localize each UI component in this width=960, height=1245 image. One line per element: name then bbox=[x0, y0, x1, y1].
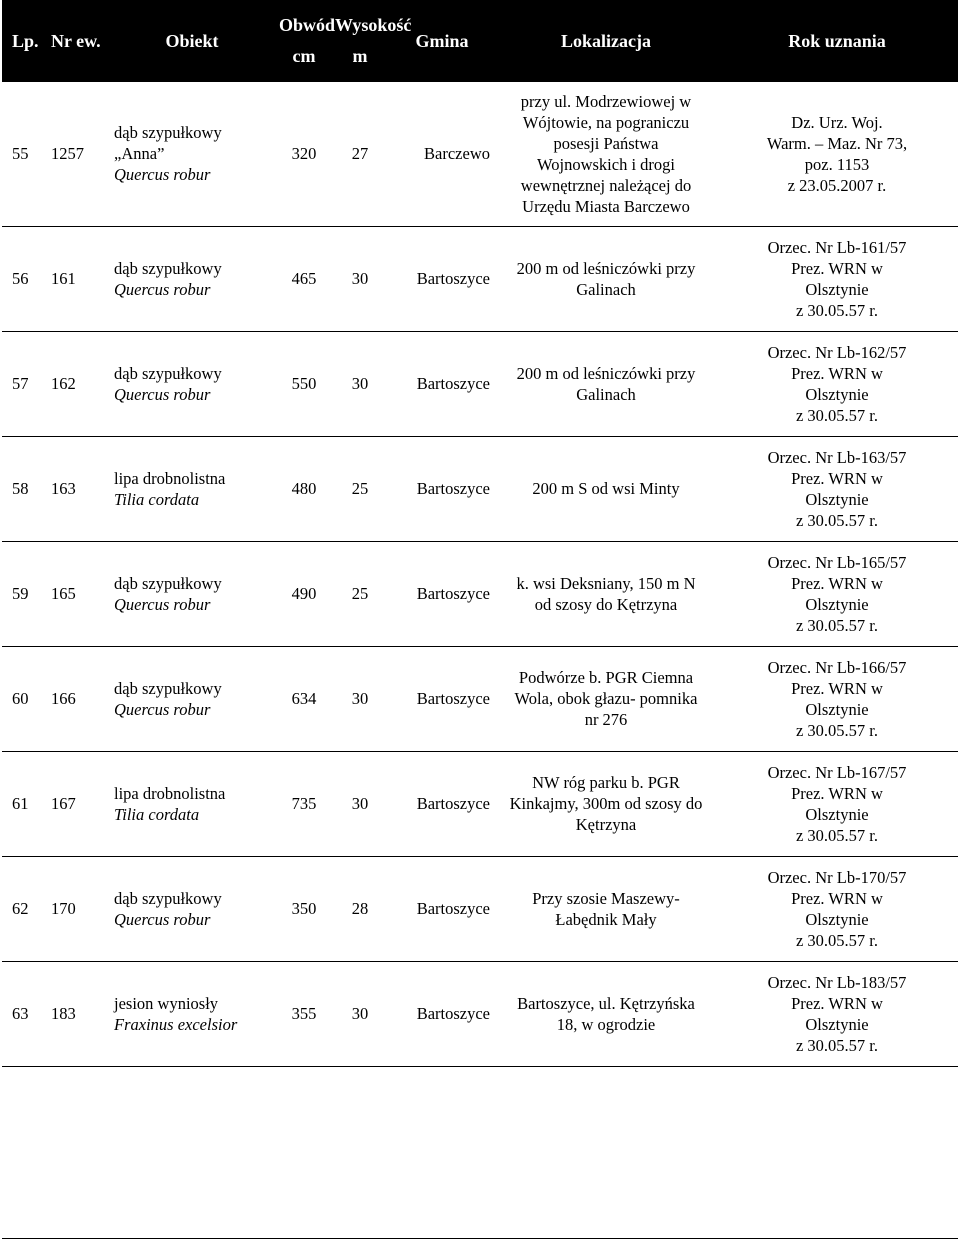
header-rok-uznania: Rok uznania bbox=[788, 30, 886, 51]
species-common-name: jesion wyniosły bbox=[114, 993, 219, 1013]
cell-nr-ew: 1257 bbox=[51, 144, 84, 164]
cell-nr-ew: 170 bbox=[51, 899, 76, 918]
table-row bbox=[2, 961, 958, 1066]
cell-nr-ew: 166 bbox=[51, 689, 76, 708]
header-nr-ew: Nr ew. bbox=[51, 30, 101, 51]
header-gmina: Gmina bbox=[415, 30, 469, 51]
species-common-name: dąb szypułkowy bbox=[114, 888, 222, 908]
cell-rok-uznania: Orzec. Nr Lb-163/57 Prez. WRN w Olsztynie z 30.05.57 r. bbox=[767, 447, 907, 530]
cell-obwod: 550 bbox=[291, 374, 317, 393]
cell-gmina: Bartoszyce bbox=[416, 479, 490, 498]
empty-cell bbox=[2, 1066, 958, 1238]
cell-lp: 55 bbox=[12, 144, 29, 164]
cell-wysokosc: 30 bbox=[351, 794, 369, 813]
cell-wysokosc: 25 bbox=[351, 479, 369, 498]
cell-rok-uznania: Orzec. Nr Lb-170/57 Prez. WRN w Olsztynie z 30.05.57 r. bbox=[767, 867, 907, 950]
cell-wysokosc: 30 bbox=[351, 689, 369, 708]
header-obiekt: Obiekt bbox=[165, 30, 219, 51]
cell-rok-uznania: Orzec. Nr Lb-165/57 Prez. WRN w Olsztynie z 30.05.57 r. bbox=[767, 552, 907, 635]
cell-lokalizacja: 200 m od leśniczówki przy Galinach bbox=[516, 363, 696, 404]
cell-lokalizacja: 200 m od leśniczówki przy Galinach bbox=[516, 258, 696, 299]
table-row bbox=[2, 226, 958, 331]
cell-nr-ew: 165 bbox=[51, 584, 76, 603]
cell-rok-uznania: Dz. Urz. Woj. Warm. – Maz. Nr 73, poz. 1153 z 23.05.2007 r. bbox=[766, 112, 908, 195]
species-common-name: dąb szypułkowy „Anna” bbox=[114, 123, 222, 164]
cell-gmina: Bartoszyce bbox=[416, 1004, 490, 1023]
table-row bbox=[2, 541, 958, 646]
cell-obiekt bbox=[108, 646, 276, 751]
table-row bbox=[2, 331, 958, 436]
cell-obiekt bbox=[108, 961, 276, 1066]
cell-gmina: Bartoszyce bbox=[416, 689, 490, 708]
cell-obwod: 634 bbox=[291, 689, 317, 708]
header-obwod-label: Obwód bbox=[279, 15, 336, 35]
cell-obiekt bbox=[108, 541, 276, 646]
species-latin-name: Quercus robur bbox=[114, 165, 211, 185]
cell-lokalizacja: k. wsi Deksniany, 150 m N od szosy do Kętrzyna bbox=[516, 573, 696, 614]
cell-wysokosc: 28 bbox=[351, 899, 369, 918]
header-wysokosc bbox=[332, 0, 412, 82]
species-common-name: dąb szypułkowy bbox=[114, 258, 222, 278]
cell-lokalizacja: Przy szosie Maszewy- Łabędnik Mały bbox=[532, 888, 680, 929]
species-latin-name: Quercus robur bbox=[114, 699, 211, 719]
cell-lp: 62 bbox=[12, 899, 29, 918]
empty-row bbox=[2, 1066, 958, 1238]
cell-lp: 56 bbox=[12, 269, 29, 288]
cell-obwod: 355 bbox=[291, 1004, 317, 1023]
table-row bbox=[2, 436, 958, 541]
cell-rok-uznania: Orzec. Nr Lb-162/57 Prez. WRN w Olsztynie z 30.05.57 r. bbox=[767, 342, 907, 425]
species-common-name: lipa drobnolistna bbox=[114, 783, 226, 803]
cell-wysokosc: 25 bbox=[351, 584, 369, 603]
species-latin-name: Tilia cordata bbox=[114, 804, 200, 824]
cell-obwod: 320 bbox=[291, 144, 317, 164]
cell-nr-ew: 183 bbox=[51, 1004, 76, 1023]
cell-obwod: 350 bbox=[291, 899, 317, 918]
cell-obiekt bbox=[108, 331, 276, 436]
cell-lp: 57 bbox=[12, 374, 29, 393]
cell-obiekt bbox=[108, 856, 276, 961]
cell-nr-ew: 167 bbox=[51, 794, 76, 813]
cell-rok-uznania: Orzec. Nr Lb-166/57 Prez. WRN w Olsztynie z 30.05.57 r. bbox=[767, 657, 907, 740]
cell-lokalizacja: przy ul. Modrzewiowej w Wójtowie, na pograniczu posesji Państwa Wojnowskich i drogi wewnętrznej należącej do Urzędu Miasta Barczewo bbox=[520, 91, 692, 216]
species-common-name: dąb szypułkowy bbox=[114, 573, 222, 593]
species-common-name: dąb szypułkowy bbox=[114, 678, 222, 698]
cell-gmina: Bartoszyce bbox=[416, 269, 490, 288]
table-row bbox=[2, 751, 958, 856]
cell-lokalizacja: Podwórze b. PGR Ciemna Wola, obok głazu- pomnika nr 276 bbox=[514, 668, 698, 729]
cell-lp: 61 bbox=[12, 794, 29, 813]
cell-obwod: 490 bbox=[291, 584, 317, 603]
header-lokalizacja: Lokalizacja bbox=[561, 30, 651, 51]
cell-lokalizacja: 200 m S od wsi Minty bbox=[532, 479, 680, 498]
species-latin-name: Fraxinus excelsior bbox=[114, 1014, 238, 1034]
cell-nr-ew: 161 bbox=[51, 269, 76, 288]
header-row bbox=[2, 0, 958, 82]
cell-rok-uznania: Orzec. Nr Lb-183/57 Prez. WRN w Olsztynie z 30.05.57 r. bbox=[767, 972, 907, 1055]
cell-wysokosc: 27 bbox=[351, 144, 369, 164]
cell-obiekt bbox=[108, 82, 276, 226]
cell-lp: 58 bbox=[12, 479, 29, 498]
species-common-name: dąb szypułkowy bbox=[114, 363, 222, 383]
header-obwod-unit: cm bbox=[292, 46, 316, 66]
cell-wysokosc: 30 bbox=[351, 374, 369, 393]
cell-nr-ew: 163 bbox=[51, 479, 76, 498]
table-row bbox=[2, 646, 958, 751]
cell-obwod: 480 bbox=[291, 479, 317, 498]
cell-lp: 60 bbox=[12, 689, 29, 708]
species-latin-name: Quercus robur bbox=[114, 594, 211, 614]
table-row bbox=[2, 856, 958, 961]
cell-lp: 59 bbox=[12, 584, 29, 603]
header-lp: Lp. bbox=[12, 30, 39, 51]
species-latin-name: Quercus robur bbox=[114, 279, 211, 299]
species-latin-name: Quercus robur bbox=[114, 909, 211, 929]
cell-gmina: Bartoszyce bbox=[416, 899, 490, 918]
cell-obwod: 735 bbox=[291, 794, 317, 813]
cell-wysokosc: 30 bbox=[351, 269, 369, 288]
cell-gmina: Bartoszyce bbox=[416, 584, 490, 603]
cell-rok-uznania: Orzec. Nr Lb-167/57 Prez. WRN w Olsztynie z 30.05.57 r. bbox=[767, 762, 907, 845]
cell-lokalizacja: Bartoszyce, ul. Kętrzyńska 18, w ogrodzie bbox=[517, 993, 695, 1034]
species-latin-name: Tilia cordata bbox=[114, 489, 200, 509]
species-latin-name: Quercus robur bbox=[114, 384, 211, 404]
cell-gmina: Barczewo bbox=[424, 144, 490, 164]
cell-wysokosc: 30 bbox=[351, 1004, 369, 1023]
cell-gmina: Bartoszyce bbox=[416, 374, 490, 393]
header-obwod bbox=[276, 0, 336, 82]
monument-trees-table bbox=[2, 0, 958, 1239]
cell-rok-uznania: Orzec. Nr Lb-161/57 Prez. WRN w Olsztynie z 30.05.57 r. bbox=[767, 237, 907, 320]
table-row bbox=[2, 82, 958, 226]
cell-lokalizacja: NW róg parku b. PGR Kinkajmy, 300m od szosy do Kętrzyna bbox=[509, 773, 703, 834]
cell-nr-ew: 162 bbox=[51, 374, 76, 393]
cell-gmina: Bartoszyce bbox=[416, 794, 490, 813]
cell-obiekt bbox=[108, 436, 276, 541]
header-wysokosc-label: Wysokość bbox=[335, 15, 412, 35]
species-common-name: lipa drobnolistna bbox=[114, 468, 226, 488]
cell-obwod: 465 bbox=[291, 269, 317, 288]
cell-obiekt bbox=[108, 751, 276, 856]
header-wysokosc-unit: m bbox=[352, 46, 368, 66]
cell-lp: 63 bbox=[12, 1004, 29, 1023]
cell-obiekt bbox=[108, 226, 276, 331]
